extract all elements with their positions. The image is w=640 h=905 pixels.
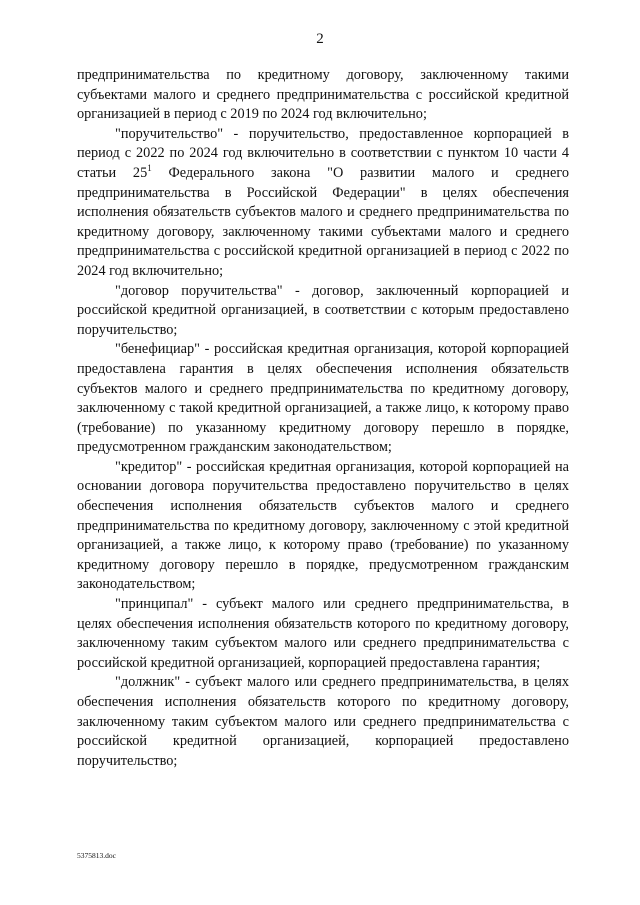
paragraph-poruchitelstvo <box>77 125 569 282</box>
paragraph-beneficiar: "бенефициар" - российская кредитная организация, которой корпорацией предоставлена гарантия в целях обеспечения исполнения обязательств субъектов малого и среднего предпринимательства по кредитному договору, заключенному с такой кредитной организацией, а также лицо, к которому право (требование) по указанному кредитному договору перешло в порядке, предусмотренном гражданским законодательством; <box>77 341 569 456</box>
paragraph-continuation: предпринимательства по кредитному договору, заключенному такими субъектами малого и среднего предпринимательства с российской кредитной организацией в период с 2019 по 2024 год включительно; <box>77 67 569 123</box>
paragraph-kreditor: "кредитор" - российская кредитная организация, которой корпорацией на основании договора поручительства предоставлено поручительство в целях обеспечения исполнения обязательств субъектов малого и среднего предпринимательства по кредитному договору, заключенному с этой кредитной организацией, а также лицо, к которому право (требование) по указанному кредитному договору перешло в порядке, предусмотренном гражданским законодательством; <box>77 458 569 593</box>
paragraph-text-part: Федерального закона "О развитии малого и среднего предпринимательства в Российской Федерации" в целях обеспечения исполнения обязательств субъектов малого и среднего предпринимательства по кредитному договору, заключенному такими субъектами малого и среднего предпринимательства с российской кредитной организацией в период с 2022 по 2024 год включительно; <box>77 164 569 279</box>
article-superscript: 1 <box>147 163 152 174</box>
paragraph-dolzhnik: "должник" - субъект малого или среднего предпринимательства, в целях обеспечения исполнения обязательств которого по кредитному договору, заключенному таким субъектом малого или среднего предпринимательства с российской кредитной организацией, корпорацией предоставлено поручительство; <box>77 674 569 769</box>
paragraph-dogovor-poruchitelstva: "договор поручительства" - договор, заключенный корпорацией и российской кредитной организацией, в соответствии с которым предоставлено поручительство; <box>77 282 569 338</box>
paragraph-text-part: "поручительство" - поручительство, предоставленное корпорацией в период с 2022 по 2024 год включительно в соответствии с пунктом 10 части 4 статьи 25 <box>77 125 569 181</box>
paragraph-principal: "принципал" - субъект малого или среднего предпринимательства, в целях обеспечения исполнения обязательств которого по кредитному договору, заключенному таким субъектом малого или среднего предпринимательства с российской кредитной организацией, корпорацией предоставлена гарантия; <box>77 596 569 671</box>
page-number: 2 <box>316 31 324 47</box>
document-body <box>77 66 569 771</box>
footer-doc-id: 5375813.doc <box>77 851 116 860</box>
